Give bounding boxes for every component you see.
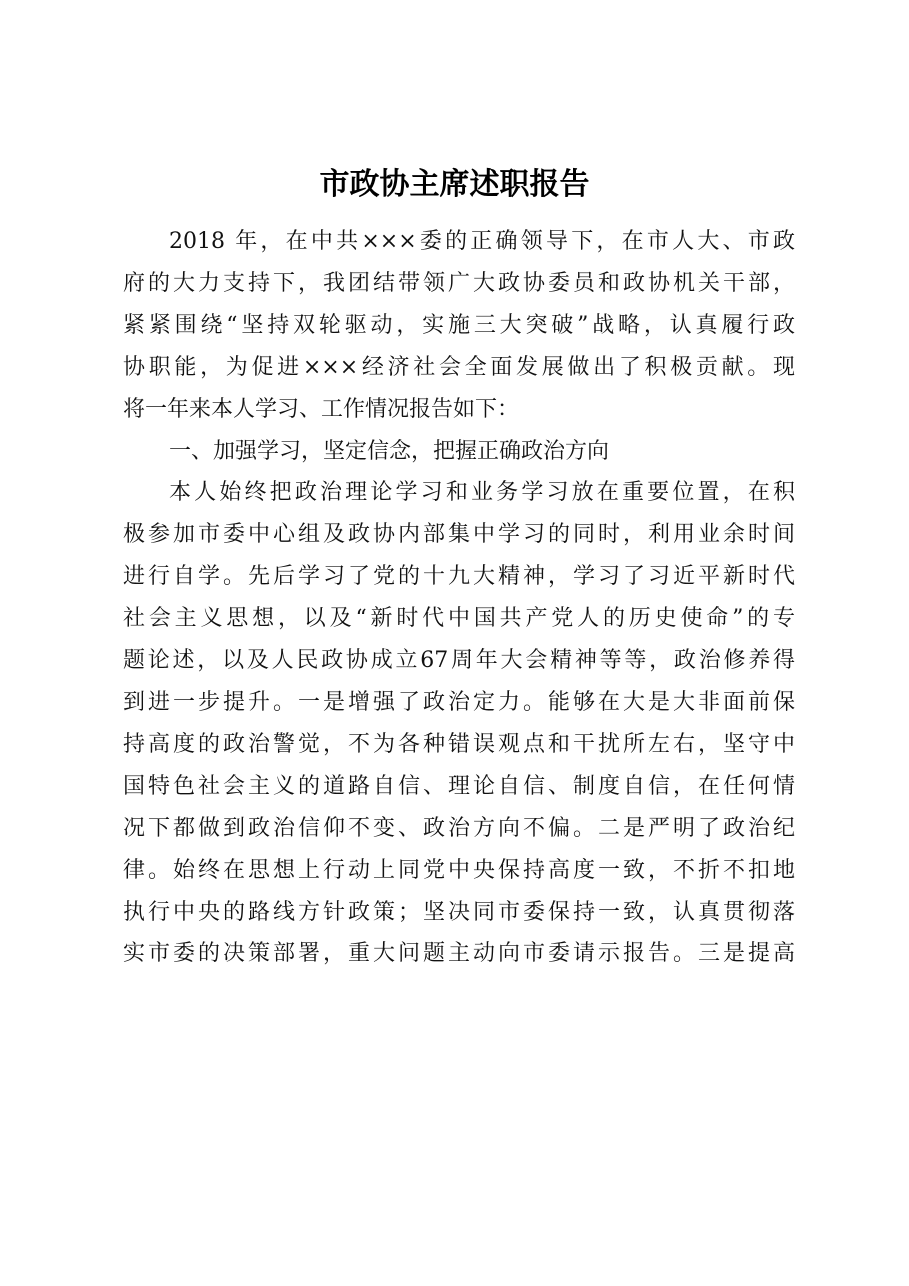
paragraph-intro <box>123 221 795 431</box>
text-line: 题论述，以及人民政协成立67周年大会精神等等，政治修养得 <box>123 648 795 674</box>
text-line: 协职能，为促进×××经济社会全面发展做出了积极贡献。现 <box>123 354 795 380</box>
text-line: 紧紧围绕“坚持双轮驱动，实施三大突破”战略，认真履行政 <box>123 312 795 338</box>
text-line: 府的大力支持下，我团结带领广大政协委员和政协机关干部， <box>123 270 795 296</box>
text-line: 社会主义思想，以及“新时代中国共产党人的历史使命”的专 <box>123 606 795 632</box>
text-line: 本人始终把政治理论学习和业务学习放在重要位置，在积 <box>169 480 795 506</box>
document-body <box>123 221 795 975</box>
text-line: 律。始终在思想上行动上同党中央保持高度一致，不折不扣地 <box>123 857 795 883</box>
text-line: 一、加强学习，坚定信念，把握正确政治方向 <box>169 438 610 464</box>
text-line: 执行中央的路线方针政策；坚决同市委保持一致，认真贯彻落 <box>123 899 795 925</box>
text-line: 实市委的决策部署，重大问题主动向市委请示报告。三是提高 <box>123 941 795 967</box>
paragraph-study <box>123 472 795 975</box>
text-line: 进行自学。先后学习了党的十九大精神，学习了习近平新时代 <box>123 564 795 590</box>
text-line: 2018 年，在中共×××委的正确领导下，在市人大、市政 <box>169 229 795 254</box>
text-line: 况下都做到政治信仰不变、政治方向不偏。二是严明了政治纪 <box>123 815 795 841</box>
text-line: 到进一步提升。一是增强了政治定力。能够在大是大非面前保 <box>123 689 795 715</box>
text-line: 持高度的政治警觉，不为各种错误观点和干扰所左右，坚守中 <box>123 731 795 757</box>
text-line: 国特色社会主义的道路自信、理论自信、制度自信，在任何情 <box>123 773 795 799</box>
text-line: 将一年来本人学习、工作情况报告如下： <box>123 396 520 422</box>
document-title: 市政协主席述职报告 <box>319 167 590 202</box>
text-line: 极参加市委中心组及政协内部集中学习的同时，利用业余时间 <box>123 522 795 548</box>
section-heading <box>123 431 795 473</box>
